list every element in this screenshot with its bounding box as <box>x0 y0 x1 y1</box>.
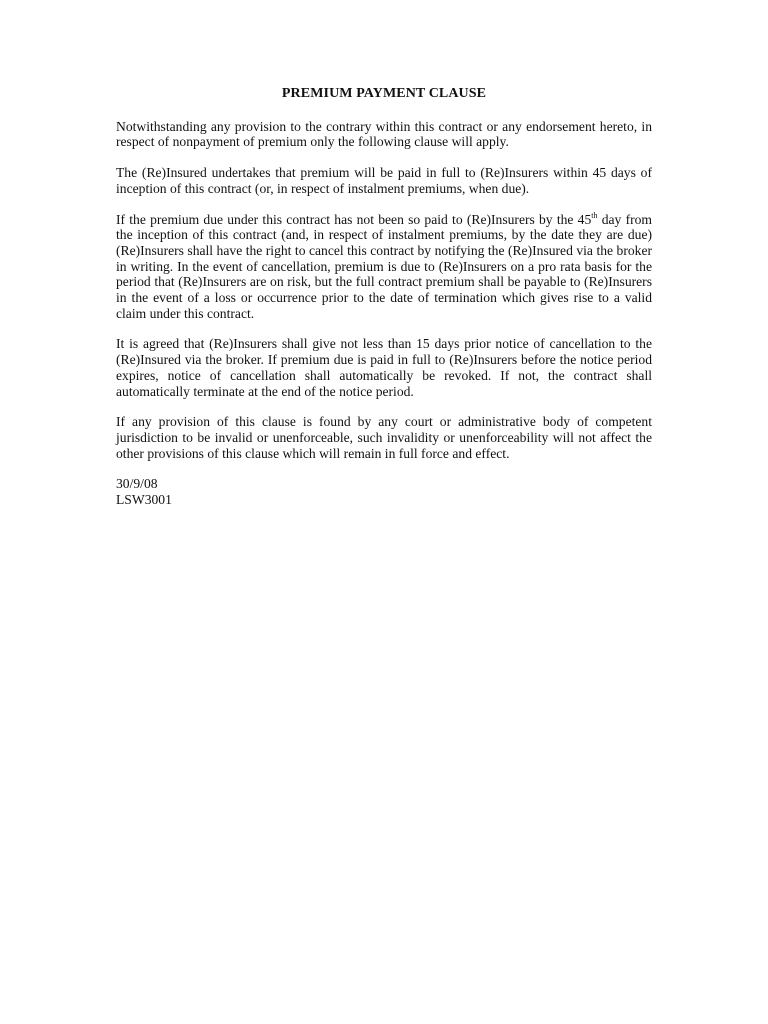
paragraph-notice-period: It is agreed that (Re)Insurers shall give not less than 15 days prior notice of cancellation to the (Re)Insured via the broker. If premium due is paid in full to (Re)Insurers before the notice period expires, notice of cancellation shall automatically be revoked. If not, the contract shall automatically terminate at the end of the notice period. <box>116 336 652 399</box>
document-reference: LSW3001 <box>116 492 172 508</box>
document-date: 30/9/08 <box>116 476 158 492</box>
ordinal-superscript: th <box>591 210 598 220</box>
paragraph-severability: If any provision of this clause is found by any court or administrative body of competent jurisdiction to be invalid or unenforceable, such invalidity or unenforceability will not affect the other provisions of this clause which will remain in full force and effect. <box>116 414 652 461</box>
paragraph-notwithstanding: Notwithstanding any provision to the contrary within this contract or any endorsement hereto, in respect of nonpayment of premium only the following clause will apply. <box>116 118 652 150</box>
paragraph-cancellation-rest: day from the inception of this contract (and, in respect of instalment premiums, by the date they are due) (Re)Insurers shall have the right to cancel this contract by notifying the (Re)Insured via the broker in writing. In the event of cancellation, premium is due to (Re)Insurers on a pro rata basis for the period that (Re)Insurers are on risk, but the full contract premium shall be payable to (Re)Insurers in the event of a loss or occurrence prior to the date of termination which gives rise to a valid claim under this contract. <box>116 211 652 321</box>
document-body <box>116 86 652 508</box>
paragraph-cancellation-start: If the premium due under this contract has not been so paid to (Re)Insurers by the 45 <box>116 211 592 227</box>
paragraph-cancellation-right <box>116 212 652 322</box>
document-title: PREMIUM PAYMENT CLAUSE <box>281 86 487 101</box>
paragraph-undertaking: The (Re)Insured undertakes that premium will be paid in full to (Re)Insurers within 45 days of inception of this contract (or, in respect of instalment premiums, when due). <box>116 165 652 196</box>
